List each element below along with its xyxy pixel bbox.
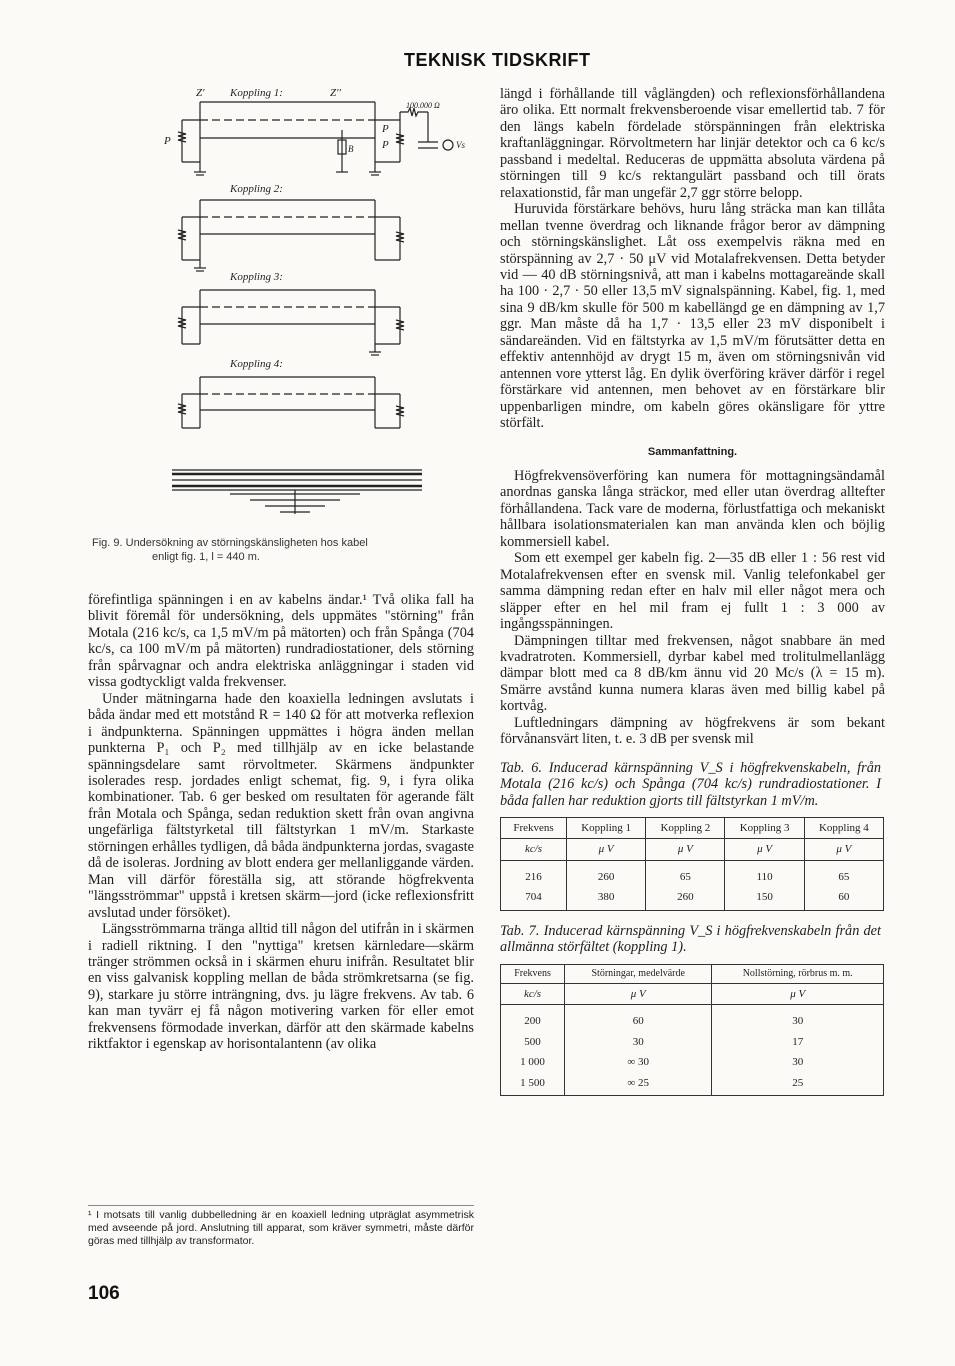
label-koppling-3: Koppling 3:: [230, 271, 283, 283]
table-header-cell: Koppling 2: [646, 818, 725, 839]
label-koppling-1: Koppling 1:: [230, 87, 283, 99]
paragraph: Som ett exempel ger kabeln fig. 2—35 dB eller 1 : 56 rest vid Motalafrekvensen efter en svensk mil. Vanlig telefonkabel ger samma dämpning redan efter en halv mil eller något mera och släpper efter en hel mil fram ej fullt 1 : 3 000 av ingångsspänningen.: [500, 550, 885, 633]
footnote: [88, 1205, 474, 1248]
table-cell: 60: [565, 1005, 712, 1032]
table-row: [501, 1032, 884, 1052]
label-p1: P: [382, 123, 389, 135]
table-unit-cell: μ V: [565, 983, 712, 1004]
table-header-cell: Koppling 4: [804, 818, 883, 839]
table-unit-cell: μ V: [804, 839, 883, 860]
table-unit-cell: μ V: [712, 983, 884, 1004]
table-cell: 260: [567, 860, 646, 887]
paragraph: längd i förhållande till våglängden) och reflexionsförhållandena äro olika. Ett normalt frekvensberoende visar emellertid tab. 7 för den längs kabeln fördelade störspänningen från elektriska kraftanläggningar. Rörvoltmetern har linjär detektor och ca 6 kc/s passband i medeltal. Reduceras de uppmätta absoluta värdena på störningen till 9 kc/s rektangulärt passband och till örats relaxationstid, får man ungefär 2,7 ggr större belopp.: [500, 86, 885, 201]
table-header-cell: Koppling 3: [725, 818, 804, 839]
paragraph: Längsströmmarna tränga alltid till någon del utifrån in i skärmen i radiell riktning. I den "nyttiga" kretsen kärnledare—skärm tränger strömmen också in i skärmen ehuru inifrån. Resultatet blir en viss galvanisk koppling mellan de båda strömkretsarna (se fig. 9), starkare ju större inträngning, dvs. ju lägre frekvens. Av tab. 6 kan man tyvärr ej få någon motivering varken för eller emot frekvensens förmodade inverkan, därför att den skärmade kabelns riktfaktor i egenskap av horisontalantenn (av olika: [88, 921, 474, 1053]
table-cell: 30: [712, 1052, 884, 1072]
table-6-caption: Tab. 6. Inducerad kärnspänning V_S i högfrekvenskabeln, från Motala (216 kc/s) och Spånga (704 kc/s) rundradiostationer. I båda fallen har reduktion gjorts till fältstyrkan 1 mV/m.: [500, 759, 881, 809]
paragraph: förefintliga spänningen i en av kabelns ändar.¹ Två olika fall ha blivit föremål för undersökning, dels uppmätes "störning" från Motala (216 kc/s, ca 1,5 mV/m på mätorten) och från Spånga (704 kc/s, ca 100 mV/m på mätorten) rundradiostationer, dels störning från spårvagnar och andra elektriska anläggningar i staden vid vissa godtyckligt valda frekvenser.: [88, 592, 474, 691]
paragraph: Dämpningen tilltar med frekvensen, något snabbare än med kvadratroten. Kommersiell, dyrbar kabel med trolitulmellanlägg dämpar blott med ca 8 dB/km ännu vid 20 Mc/s (λ = 15 m). Smärre avstånd kunna numera klaras även med billig kabel på kortvåg.: [500, 632, 885, 715]
label-koppling-2: Koppling 2:: [230, 183, 283, 195]
table-6: [500, 817, 884, 911]
page-number: 106: [88, 1283, 120, 1304]
label-z-double-prime: Z'': [330, 87, 341, 99]
table-cell: 65: [646, 860, 725, 887]
table-cell: 704: [501, 887, 567, 910]
label-vs: Vs: [456, 140, 465, 150]
table-header-row: [501, 964, 884, 983]
table-cell: 25: [712, 1073, 884, 1096]
table-cell: 1 500: [501, 1073, 565, 1096]
paragraph: Luftledningars dämpning av högfrekvens är som bekant förvånansvärt liten, t. e. 3 dB per svensk mil: [500, 714, 885, 748]
table-unit-cell: μ V: [567, 839, 646, 860]
figure-9-schematic: [160, 82, 480, 530]
table-cell: 30: [565, 1032, 712, 1052]
label-p-left: P: [164, 135, 171, 147]
label-p2: P: [382, 139, 389, 151]
table-row: [501, 860, 884, 887]
table-cell: 65: [804, 860, 883, 887]
table-units-row: [501, 839, 884, 860]
journal-title: TEKNISK TIDSKRIFT: [404, 50, 591, 70]
table-header-cell: Koppling 1: [567, 818, 646, 839]
table-cell: ∞ 25: [565, 1073, 712, 1096]
footnote-text: ¹ I motsats till vanlig dubbelledning är en koaxiell ledning utpräglat asymmetrisk med avseende på jord. Anslutning till apparat, som kräver symmetri, måste därför göras med tillhjälp av transformator.: [88, 1209, 474, 1247]
paragraph: Högfrekvensöverföring kan numera för mottagningsändamål anordnas ganska långa sträckor, med eller utan överdrag alltefter förhållandena. Tack vare de moderna, förlustfattiga och mekaniskt hållbara isolationsmaterialen kan man använda klen och böjlig kommersiell kabel.: [500, 467, 885, 550]
table-unit-cell: μ V: [646, 839, 725, 860]
paragraph: Under mätningarna hade den koaxiella ledningen avslutats i båda ändar med ett motstånd R = 140 Ω för att motverka reflexion i ändpunkterna. Spänningen uppmättes i högra änden mellan punkterna P₁ och P₂ med tillhjälp av en icke belastande spänningsdelare samt rörvoltmeter. Skärmens ändpunkter isolerades resp. jordades enligt schemat, fig. 9, i fyra olika kombinationer. Tab. 6 ger besked om resultaten för agerande fält från Motala och Spånga, sedan reduktion skett från ovan angivna ungefärliga fältstyrketal till fältstyrkan 1 mV/m. Starkaste störningen erhålles tydligen, då båda ändpunkterna jordas, svagaste då de isoleras. Jordning av blott endera ger mellanliggande värden. Man vill därför föreställa sig, att störande högfrekventa "längsströmmar" uppstå i kretsen skärm—jord (icke reflexionsfritt avslutad under försöket).: [88, 690, 474, 921]
table-7-caption: Tab. 7. Inducerad kärnspänning V_S i högfrekvenskabeln från det allmänna störfältet (koppling 1).: [500, 922, 881, 956]
table-cell: 1 000: [501, 1052, 565, 1072]
table-cell: 60: [804, 887, 883, 910]
table-cell: ∞ 30: [565, 1052, 712, 1072]
figure-9-caption: [92, 536, 472, 564]
section-heading: Sammanfattning.: [647, 445, 738, 458]
table-unit-cell: kc/s: [501, 983, 565, 1004]
table-cell: 17: [712, 1032, 884, 1052]
table-row: [501, 887, 884, 910]
table-header-cell: Nollstörning, rörbrus m. m.: [712, 964, 884, 983]
label-b: B: [348, 144, 354, 154]
table-unit-cell: μ V: [725, 839, 804, 860]
table-header-row: [501, 818, 884, 839]
table-row: [501, 1052, 884, 1072]
label-koppling-4: Koppling 4:: [230, 358, 283, 370]
paragraph: Huruvida förstärkare behövs, huru lång sträcka man kan tillåta mellan tvenne överdrag och liknande frågor beror av dämpning och störningskänslighet. Låt oss exempelvis räkna med en störspänning av 2,7 · 50 μV vid Motalafrekvensen. Detta betyder vid — 40 dB störningsnivå, att man i kabelns mottagareände skall ha 100 · 2,7 · 50 eller 13,5 mV signalspänning. Kabel, fig. 1, med sina 9 dB/km skulle för 500 m kabellängd ge en dämpning av 1,7 ggr. Man måste då ha 1,7 · 13,5 eller 23 mV disponibelt i sändareänden. Vid en fältstyrka av 1,5 mV/m förutsätter detta en effektiv antennhöjd av drygt 15 m, även om störningsnivån vid antennen vore ytterst låg. En dylik överföring kräver därför i regel förstärkare vid antennen, men behovet av en förstärkare blir uppenbarligen mindre, om kabeln göres okänsligare för yttre störfält.: [500, 201, 885, 432]
table-7: [500, 964, 884, 1096]
left-column: [88, 592, 474, 1053]
table-cell: 150: [725, 887, 804, 910]
table-units-row: [501, 983, 884, 1004]
table-cell: 30: [712, 1005, 884, 1032]
label-z-prime: Z': [196, 87, 205, 99]
table-cell: 260: [646, 887, 725, 910]
table-cell: 500: [501, 1032, 565, 1052]
table-header-cell: Frekvens: [501, 964, 565, 983]
table-row: [501, 1073, 884, 1096]
table-cell: 110: [725, 860, 804, 887]
table-header-cell: Störningar, medelvärde: [565, 964, 712, 983]
table-row: [501, 1005, 884, 1032]
right-column: [500, 86, 885, 1096]
table-unit-cell: kc/s: [501, 839, 567, 860]
figure-caption-line-1: Fig. 9. Undersökning av störningskänsligheten hos kabel: [92, 537, 368, 549]
table-cell: 216: [501, 860, 567, 887]
figure-caption-line-2: enligt fig. 1, l = 440 m.: [152, 551, 260, 563]
table-cell: 380: [567, 887, 646, 910]
label-resistor-value: 100.000 Ω: [406, 101, 440, 110]
table-header-cell: Frekvens: [501, 818, 567, 839]
table-cell: 200: [501, 1005, 565, 1032]
